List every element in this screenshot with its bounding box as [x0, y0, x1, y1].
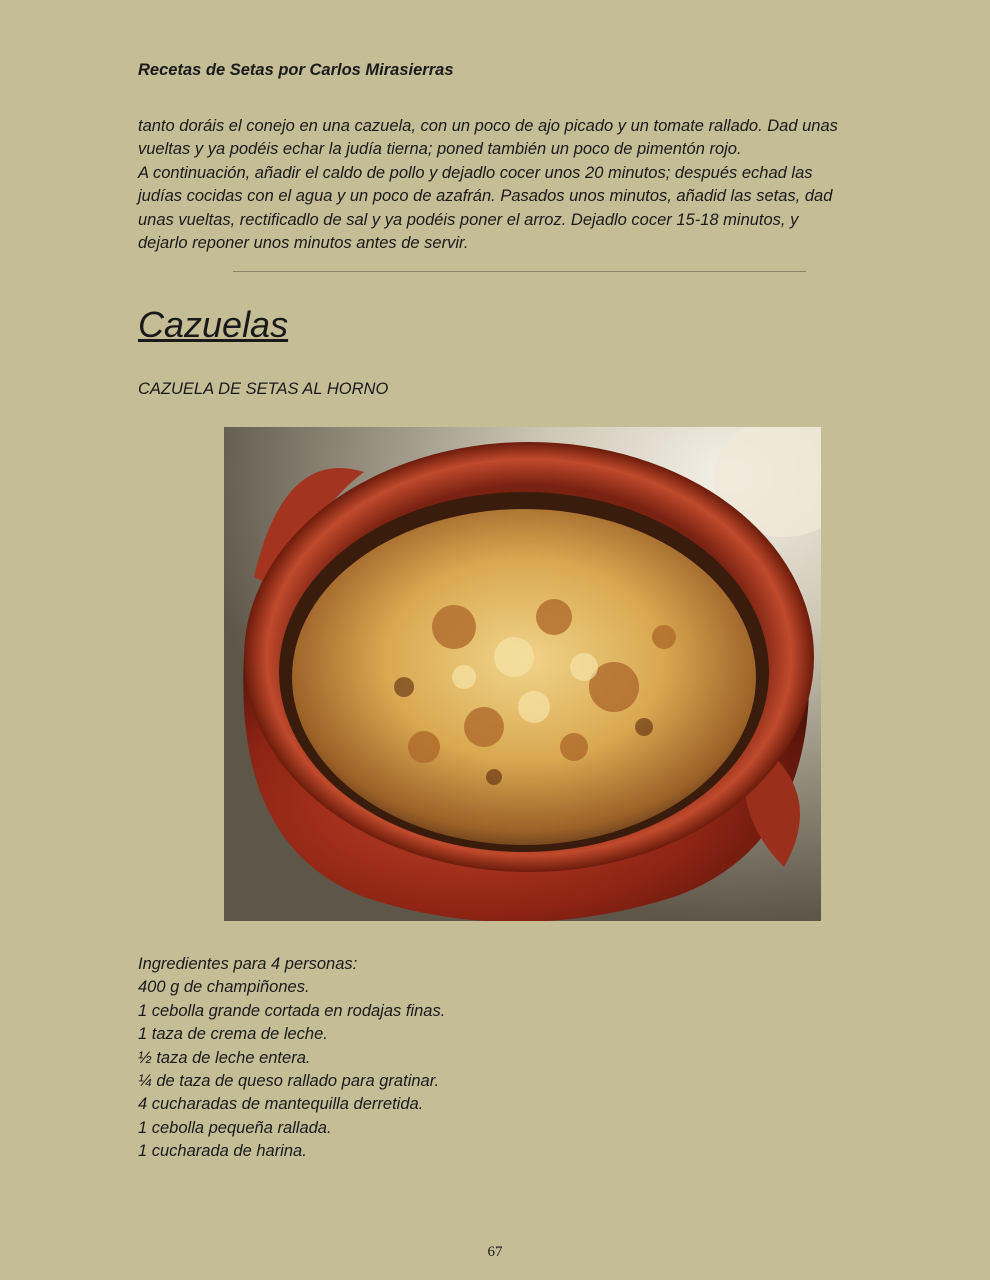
ingredient-item: 1 taza de crema de leche. — [138, 1025, 328, 1044]
intro-line: vueltas y ya podéis echar la judía tierna; poned también un poco de pimentón rojo. — [138, 140, 742, 159]
page-number: 67 — [487, 1244, 503, 1260]
ingredient-item: 1 cebolla grande cortada en rodajas finas. — [138, 1001, 446, 1020]
ingredient-item: 4 cucharadas de mantequilla derretida. — [138, 1095, 424, 1114]
intro-line: tanto doráis el conejo en una cazuela, con un poco de ajo picado y un tomate rallado. Dad unas — [138, 117, 838, 135]
ingredients-list — [138, 953, 445, 1164]
recipe-title: CAZUELA DE SETAS AL HORNO — [138, 380, 389, 398]
intro-paragraph — [138, 115, 908, 255]
ingredient-item: ¼ de taza de queso rallado para gratinar. — [138, 1072, 440, 1091]
intro-line: dejarlo reponer unos minutos antes de servir. — [138, 234, 469, 253]
recipe-photo — [224, 427, 821, 921]
section-title: Cazuelas — [138, 304, 289, 345]
ingredients-heading: Ingredientes para 4 personas: — [138, 955, 358, 973]
separator-line — [233, 271, 806, 272]
ingredient-item: 1 cebolla pequeña rallada. — [138, 1118, 332, 1137]
running-header: Recetas de Setas por Carlos Mirasierras — [138, 61, 454, 79]
intro-line: A continuación, añadir el caldo de pollo y dejadlo cocer unos 20 minutos; después echad las — [138, 163, 813, 182]
intro-line: judías cocidas con el agua y un poco de azafrán. Pasados unos minutos, añadid las setas, dad — [138, 187, 833, 206]
ingredient-item: 400 g de champiñones. — [138, 978, 310, 997]
casserole-image — [224, 427, 821, 921]
ingredient-item: ½ taza de leche entera. — [138, 1048, 311, 1067]
intro-line: unas vueltas, rectificadlo de sal y ya podéis poner el arroz. Dejadlo cocer 15-18 minutos, y — [138, 210, 799, 229]
ingredient-item: 1 cucharada de harina. — [138, 1142, 307, 1161]
